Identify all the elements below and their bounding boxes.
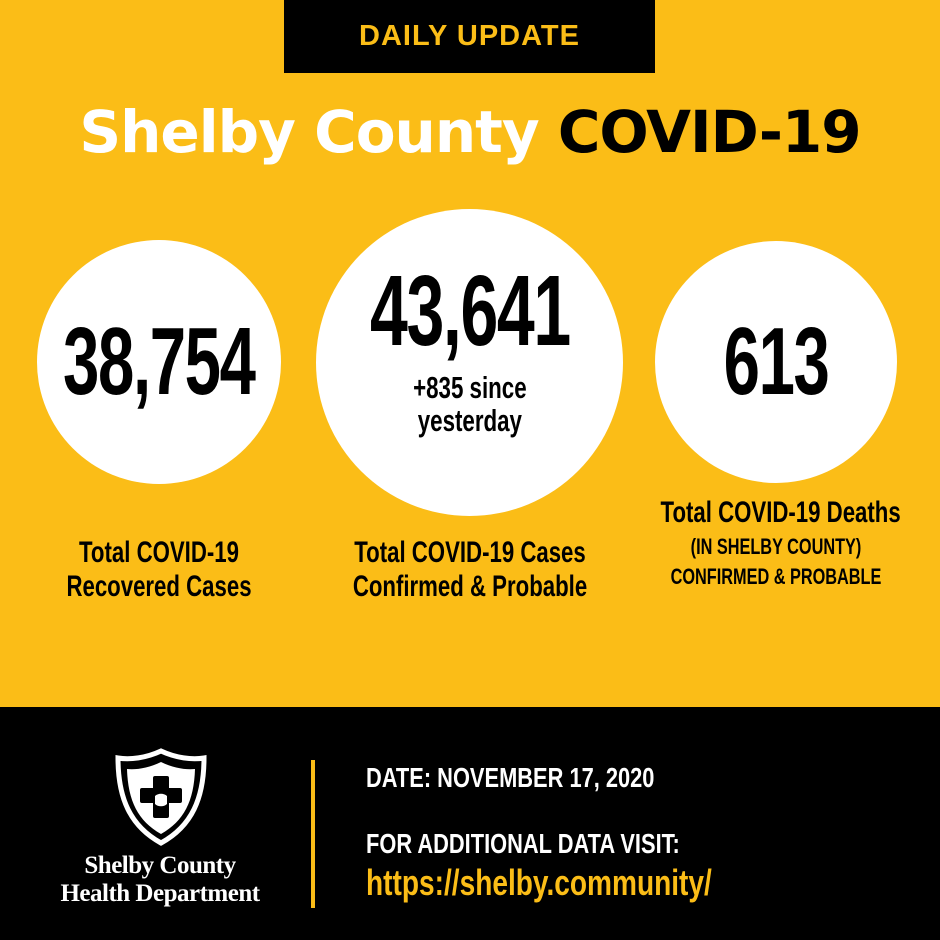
deaths-circle [655, 241, 897, 483]
deaths-caption-line1: Total COVID-19 Deaths [660, 496, 901, 529]
recovered-caption [0, 536, 318, 604]
title-county: Shelby County [79, 98, 539, 166]
cases-change-line2: yesterday [417, 402, 522, 438]
org-line1: Shelby County [84, 852, 236, 879]
cases-caption-line2: Confirmed & Probable [352, 570, 588, 603]
recovered-count: 38,754 [63, 308, 255, 415]
recovered-caption-line2: Recovered Cases [66, 570, 252, 603]
health-department-name [40, 852, 280, 908]
org-line2: Health Department [60, 880, 260, 907]
deaths-caption [620, 494, 932, 592]
shield-cross-icon [114, 748, 208, 846]
visit-label: FOR ADDITIONAL DATA VISIT: [366, 828, 680, 859]
cases-change [413, 371, 527, 437]
cases-caption-line1: Total COVID-19 Cases [354, 536, 586, 569]
cases-count: 43,641 [369, 254, 570, 367]
title-covid: COVID-19 [557, 98, 861, 166]
data-link[interactable]: https://shelby.community/ [366, 862, 712, 903]
recovered-caption-line1: Total COVID-19 [79, 536, 239, 569]
deaths-caption-line3: CONFIRMED & PROBABLE [670, 564, 882, 589]
page-title [0, 92, 940, 172]
deaths-caption-line2: (IN SHELBY COUNTY) [690, 534, 862, 559]
footer-divider [311, 760, 315, 908]
cases-change-line1: +835 since [412, 369, 527, 405]
daily-update-badge [284, 0, 655, 73]
cases-caption [300, 536, 640, 604]
cases-circle [316, 209, 623, 516]
badge-label: DAILY UPDATE [359, 20, 580, 52]
update-date: DATE: NOVEMBER 17, 2020 [366, 762, 655, 793]
deaths-count: 613 [723, 308, 829, 415]
recovered-circle [37, 240, 281, 484]
